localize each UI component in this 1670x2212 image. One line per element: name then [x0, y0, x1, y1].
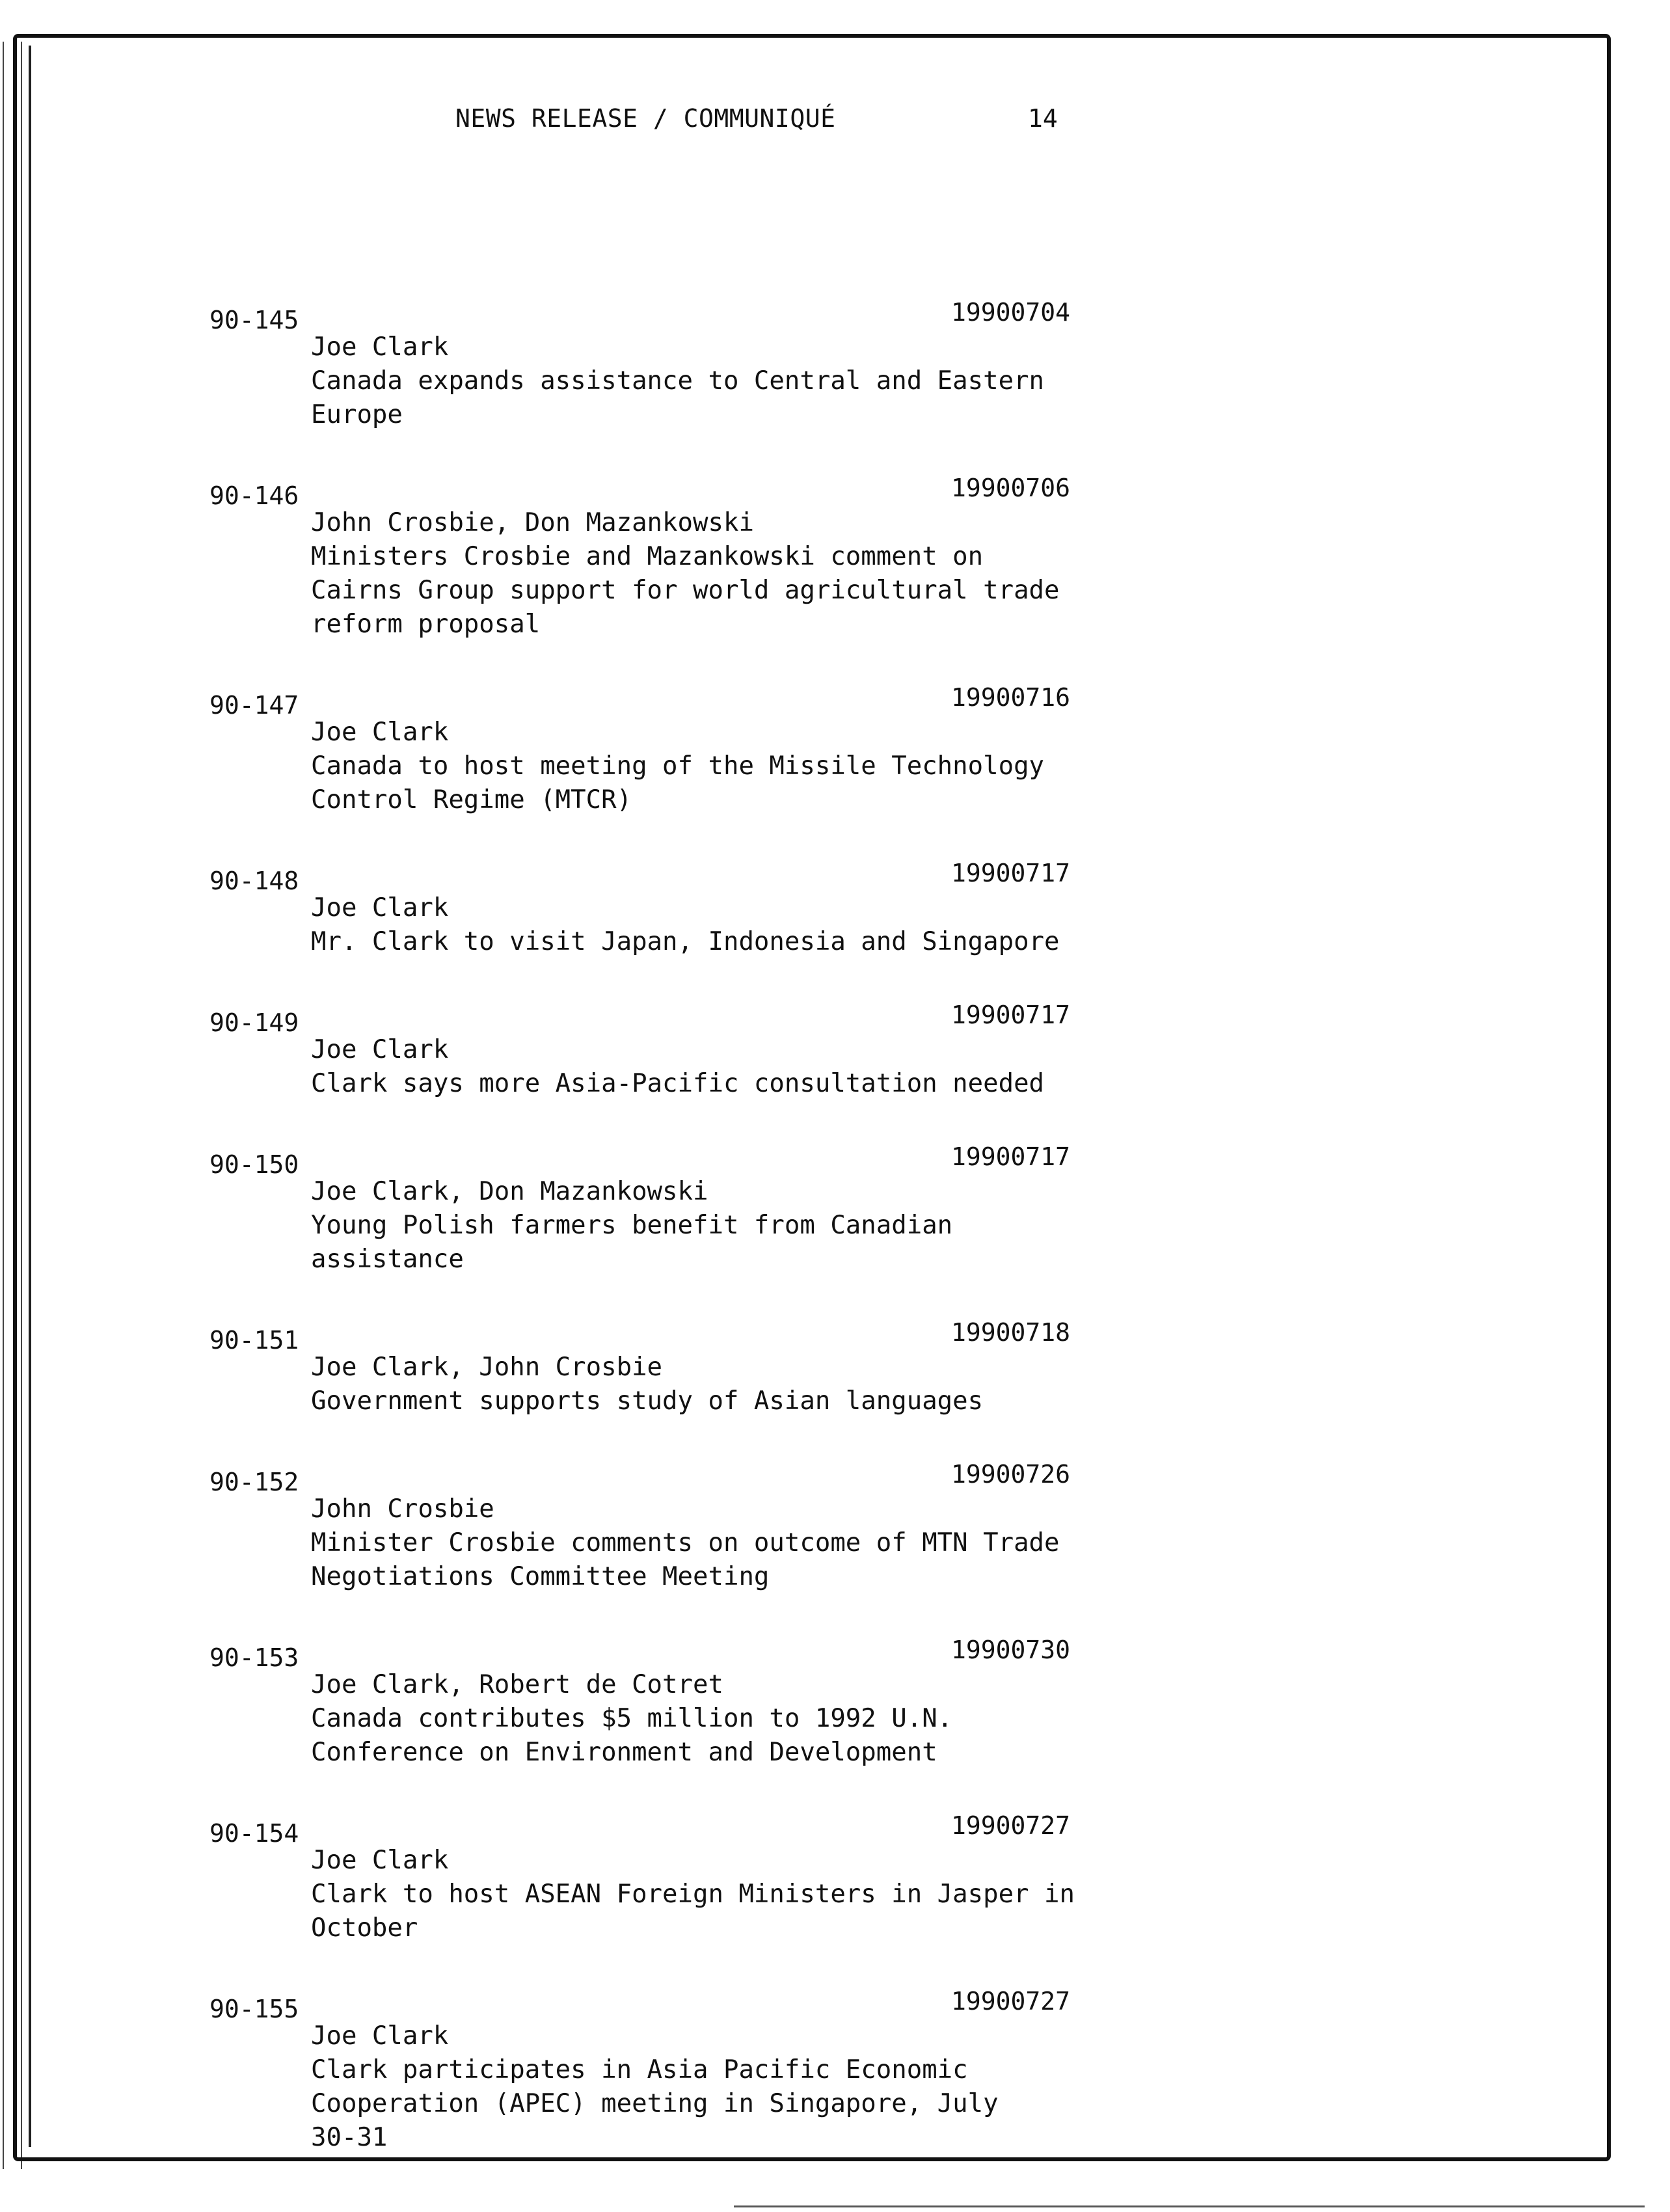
release-title-line: Government supports study of Asian languages [311, 1386, 984, 1416]
release-author: John Crosbie [311, 1494, 494, 1524]
release-number: 90-155 [209, 1995, 299, 2023]
release-entry [209, 1987, 1185, 2155]
release-entry [209, 1001, 1185, 1101]
release-author: Joe Clark, Don Mazankowski [311, 1177, 708, 1206]
release-title-line: Cairns Group support for world agricultural trade [311, 576, 1060, 605]
release-entry [209, 298, 1185, 432]
release-title-line: Conference on Environment and Development [311, 1738, 937, 1767]
release-title-line: reform proposal [311, 610, 541, 639]
release-number: 90-153 [209, 1643, 299, 1672]
release-number: 90-147 [209, 691, 299, 720]
release-entry [209, 1142, 1185, 1276]
release-date: 19900727 [951, 1811, 1071, 1840]
release-date: 19900730 [951, 1636, 1071, 1664]
release-entry [209, 1318, 1185, 1418]
release-number: 90-148 [209, 867, 299, 895]
release-title-line: Canada contributes $5 million to 1992 U.N. [311, 1704, 953, 1733]
release-title-line: Canada expands assistance to Central and Eastern [311, 366, 1045, 396]
release-author: Joe Clark [311, 1035, 449, 1064]
release-entry [209, 683, 1185, 817]
release-title-line: Control Regime (MTCR) [311, 785, 632, 815]
bottom-rule [734, 2205, 1645, 2207]
release-entry [209, 1636, 1185, 1770]
release-date: 19900704 [951, 298, 1071, 327]
release-date: 19900716 [951, 683, 1071, 712]
release-number: 90-145 [209, 306, 299, 334]
release-title-line: Clark to host ASEAN Foreign Ministers in Jasper in [311, 1880, 1075, 1909]
release-title-line: Minister Crosbie comments on outcome of MTN Trade [311, 1528, 1060, 1558]
release-title-line: Mr. Clark to visit Japan, Indonesia and Singapore [311, 927, 1060, 956]
page-number: 14 [1028, 104, 1058, 133]
release-title-line: Cooperation (APEC) meeting in Singapore, July [311, 2089, 999, 2118]
release-number: 90-146 [209, 481, 299, 510]
release-title-line: Young Polish farmers benefit from Canadian [311, 1211, 953, 1240]
page-title: NEWS RELEASE / COMMUNIQUÉ [455, 104, 836, 133]
release-number: 90-149 [209, 1008, 299, 1037]
release-author: John Crosbie, Don Mazankowski [311, 508, 754, 537]
release-author: Joe Clark [311, 893, 449, 923]
release-number: 90-154 [209, 1819, 299, 1848]
release-title-line: Europe [311, 400, 403, 429]
release-author: Joe Clark [311, 332, 449, 362]
release-date: 19900706 [951, 474, 1071, 502]
release-date: 19900717 [951, 1001, 1071, 1029]
release-number: 90-150 [209, 1150, 299, 1179]
release-list [209, 298, 1185, 2196]
release-date: 19900727 [951, 1987, 1071, 2016]
release-entry [209, 1460, 1185, 1594]
release-title-line: Clark says more Asia-Pacific consultation needed [311, 1069, 1045, 1098]
release-author: Joe Clark [311, 2021, 449, 2051]
release-title-line: Negotiations Committee Meeting [311, 1562, 770, 1591]
release-date: 19900717 [951, 1142, 1071, 1171]
release-entry [209, 474, 1185, 641]
release-entry [209, 1811, 1185, 1945]
release-author: Joe Clark [311, 718, 449, 747]
release-title-line: assistance [311, 1245, 464, 1274]
release-author: Joe Clark, John Crosbie [311, 1353, 663, 1382]
release-title-line: Canada to host meeting of the Missile Technology [311, 751, 1045, 781]
release-number: 90-152 [209, 1468, 299, 1496]
release-title-line: Clark participates in Asia Pacific Economic [311, 2055, 968, 2084]
release-title-line: October [311, 1913, 418, 1943]
release-title-line: 30-31 [311, 2123, 388, 2152]
release-entry [209, 859, 1185, 959]
release-title-line: Ministers Crosbie and Mazankowski comment on [311, 542, 984, 571]
release-date: 19900718 [951, 1318, 1071, 1347]
release-author: Joe Clark, Robert de Cotret [311, 1670, 723, 1699]
release-date: 19900726 [951, 1460, 1071, 1489]
release-date: 19900717 [951, 859, 1071, 887]
release-author: Joe Clark [311, 1846, 449, 1875]
release-number: 90-151 [209, 1326, 299, 1355]
